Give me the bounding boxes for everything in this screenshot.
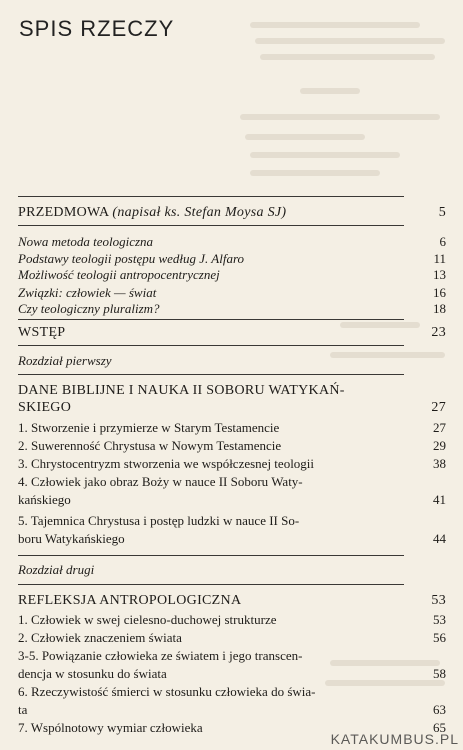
chapter-title: REFLEKSJA ANTROPOLOGICZNA [18,593,242,608]
preface-author: (napisał ks. Stefan Moysa SJ) [112,205,287,220]
toc-entry[interactable] [18,455,446,473]
entry-title: Podstawy teologii postępu według J. Alfaro [18,251,245,266]
divider [18,319,404,320]
bleed-through-line [300,88,360,94]
chapter-title-line[interactable] [18,382,446,400]
divider [18,555,404,556]
toc-entry[interactable] [18,437,446,455]
toc-heading: SPIS RZECZY [19,16,175,41]
entry-title: Czy teologiczny pluralizm? [18,301,160,316]
bleed-through-line [255,38,445,44]
divider [18,196,404,197]
entry-title: 4. Człowiek jako obraz Boży w nauce II Soboru Waty- [18,474,303,489]
entry-title-cont: ta [18,702,28,717]
toc-entry[interactable] [18,629,446,647]
page-number: 38 [433,456,446,471]
page-number: 5 [438,205,446,220]
bleed-through-line [240,114,440,120]
toc-entry[interactable] [18,611,446,629]
page-number: 27 [433,420,446,435]
toc-entry[interactable] [18,647,446,683]
entry-title: 7. Wspólnotowy wymiar człowieka [18,720,203,735]
page-number: 41 [433,492,446,507]
toc-entry[interactable] [18,233,446,251]
page-number: 29 [433,438,446,453]
entry-title: 3. Chrystocentryzm stworzenia we współczesnej teologii [18,456,315,471]
page-number: 16 [433,285,446,300]
entry-title: 1. Człowiek w swej cielesno-duchowej strukturze [18,612,277,627]
divider [18,374,404,375]
page-number: 58 [433,666,446,681]
page-number: 53 [431,593,446,608]
entry-title: 6. Rzeczywistość śmierci w stosunku człowieka do świa- [18,684,316,699]
entry-title-cont: boru Watykańskiego [18,531,125,546]
toc-entry[interactable] [18,419,446,437]
entry-title: 3-5. Powiązanie człowieka ze światem i jego transcen- [18,648,303,663]
chapter-title-cont: SKIEGO [18,400,72,415]
toc-entry[interactable] [18,512,446,548]
page-number: 56 [433,630,446,645]
toc-entry[interactable] [18,683,446,719]
page-number: 53 [433,612,446,627]
chapter-label: Rozdział drugi [18,562,95,577]
entry-title: 2. Suwerenność Chrystusa w Nowym Testamencie [18,438,282,453]
intro-label: WSTĘP [18,325,66,340]
toc-entry[interactable] [18,473,446,509]
page-number: 13 [433,267,446,282]
page-number: 23 [431,325,446,340]
page-number: 6 [439,234,446,249]
bleed-through-line [260,54,435,60]
bleed-through-line [245,134,365,140]
entry-title: 2. Człowiek znaczeniem świata [18,630,182,645]
entry-title: Możliwość teologii antropocentrycznej [18,267,220,282]
chapter-title-line[interactable] [18,592,446,610]
page-number: 11 [433,251,446,266]
entry-title: 1. Stworzenie i przymierze w Starym Testamencie [18,420,280,435]
entry-title-cont: dencja w stosunku do świata [18,666,167,681]
divider [18,225,404,226]
bleed-through-line [250,152,400,158]
page-number: 27 [431,400,446,415]
page-number: 65 [433,720,446,735]
bleed-through-line [250,22,420,28]
divider [18,345,404,346]
chapter-title-line[interactable] [18,399,446,417]
page-number: 44 [433,531,446,546]
bleed-through-line [330,352,445,358]
entry-title: Związki: człowiek — świat [18,285,157,300]
entry-title-cont: kańskiego [18,492,71,507]
chapter-label: Rozdział pierwszy [18,353,112,368]
page-number: 63 [433,702,446,717]
chapter-title: DANE BIBLIJNE I NAUKA II SOBORU WATYKAŃ- [18,383,345,398]
bleed-through-line [250,170,380,176]
entry-title: Nowa metoda teologiczna [18,234,154,249]
toc-entry[interactable] [18,300,446,318]
toc-entry-preface[interactable] [18,204,446,222]
entry-title: 5. Tajemnica Chrystusa i postęp ludzki w nauce II So- [18,513,300,528]
preface-label: PRZEDMOWA [18,205,109,220]
toc-entry[interactable] [18,266,446,284]
divider [18,584,404,585]
toc-entry-intro[interactable] [18,324,446,342]
watermark: KATAKUMBUS.PL [330,731,459,747]
page-number: 18 [433,301,446,316]
